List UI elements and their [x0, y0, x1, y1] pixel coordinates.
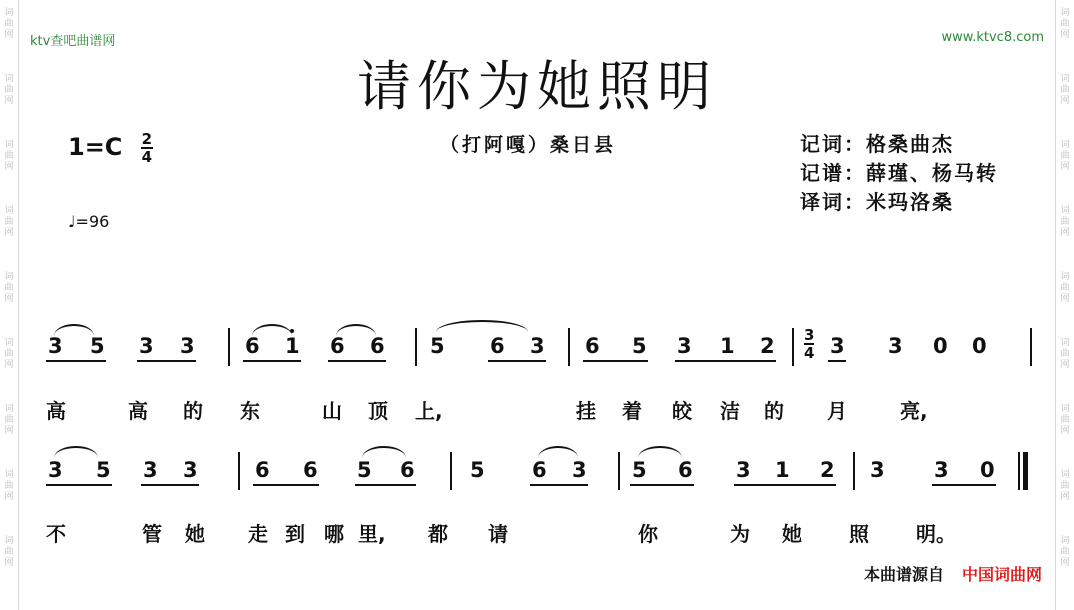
barline — [568, 328, 570, 366]
lyric-char: 明。 — [916, 522, 956, 546]
edge-watermark: 词 曲 网 — [4, 74, 14, 106]
credit-score-recorder: 记谱：薛瑾、杨马转 — [800, 161, 998, 185]
edge-watermark: 词 曲 网 — [4, 8, 14, 40]
lyric-char: 不 — [46, 522, 66, 546]
lyric-char: 高 — [46, 399, 66, 423]
edge-watermark: 词 曲 网 — [4, 470, 14, 502]
slur — [252, 324, 292, 336]
note: 5 — [430, 334, 445, 358]
eighth-beam — [530, 484, 588, 486]
lyric-char: 她 — [185, 522, 205, 546]
eighth-beam — [828, 360, 846, 362]
note: 1 — [285, 334, 300, 358]
eighth-beam — [488, 360, 546, 362]
note: 5 — [90, 334, 105, 358]
lyric-char: 东 — [240, 399, 260, 423]
note: 3 — [870, 458, 885, 482]
note: 5 — [632, 458, 647, 482]
note: 3 — [830, 334, 845, 358]
note: 6 — [330, 334, 345, 358]
slur — [336, 324, 376, 336]
barline — [228, 328, 230, 366]
lyric-char: 的 — [764, 399, 784, 423]
footer-text: 本曲谱源自 — [863, 565, 944, 584]
edge-watermark: 词 曲 网 — [4, 404, 14, 436]
note: 3 — [183, 458, 198, 482]
credit-lyrics-recorder: 记词：格桑曲杰 — [800, 132, 954, 156]
edge-watermark: 词 曲 网 — [1060, 470, 1070, 502]
eighth-beam — [46, 360, 106, 362]
edge-watermark: 词 曲 网 — [1060, 8, 1070, 40]
eighth-beam — [675, 360, 776, 362]
lyric-char: 她 — [782, 522, 802, 546]
edge-watermark: 词 曲 网 — [1060, 140, 1070, 172]
note: 6 — [245, 334, 260, 358]
note: 3 — [139, 334, 154, 358]
note: 6 — [255, 458, 270, 482]
note: 6 — [678, 458, 693, 482]
lyric-char: 照 — [849, 522, 869, 546]
lyric-char: 挂 — [576, 399, 596, 423]
lyric-char: 走 — [248, 522, 268, 546]
lyric-char: 月 — [827, 399, 847, 423]
eighth-beam — [46, 484, 112, 486]
note: 3 — [934, 458, 949, 482]
note: 0 — [980, 458, 995, 482]
barline — [238, 452, 240, 490]
eighth-beam — [734, 484, 836, 486]
barline — [450, 452, 452, 490]
key-label: 1=C — [68, 133, 123, 161]
lyric-char: 里, — [358, 522, 386, 546]
eighth-beam — [355, 484, 416, 486]
eighth-beam — [583, 360, 648, 362]
note: 6 — [532, 458, 547, 482]
edge-watermark: 词 曲 网 — [4, 206, 14, 238]
slur — [436, 320, 528, 332]
source-watermark-right: www.ktvc8.com — [941, 30, 1044, 45]
eighth-beam — [630, 484, 694, 486]
edge-watermark: 词 曲 网 — [1060, 536, 1070, 568]
lyric-char: 顶 — [368, 399, 388, 423]
song-title: 请你为她照明 — [357, 55, 717, 118]
lyric-char: 皎 — [672, 399, 692, 423]
lyric-char: 亮, — [900, 399, 928, 423]
lyric-char: 为 — [730, 522, 750, 546]
eighth-beam — [328, 360, 386, 362]
note: 5 — [357, 458, 372, 482]
slur — [362, 446, 406, 458]
lyric-char: 高 — [128, 399, 148, 423]
note: 2 — [760, 334, 775, 358]
eighth-beam — [932, 484, 996, 486]
time-change-bottom: 4 — [804, 344, 815, 362]
note: 5 — [96, 458, 111, 482]
note: 1 — [775, 458, 790, 482]
lyric-char: 山 — [322, 399, 342, 423]
note: 6 — [490, 334, 505, 358]
note: 3 — [48, 334, 63, 358]
barline — [415, 328, 417, 366]
notation-line-2 — [40, 444, 1040, 504]
edge-watermark: 词 曲 网 — [4, 140, 14, 172]
edge-watermark: 词 曲 网 — [4, 338, 14, 370]
notation-line-1 — [40, 320, 1040, 380]
note: 3 — [572, 458, 587, 482]
footer-site: 中国词曲网 — [961, 565, 1042, 584]
eighth-beam — [243, 360, 301, 362]
lyric-char: 洁 — [720, 399, 740, 423]
edge-watermark: 词 曲 网 — [4, 272, 14, 304]
key-signature — [68, 132, 153, 164]
edge-watermark: 词 曲 网 — [1060, 272, 1070, 304]
song-subtitle: （打阿嘎）桑日县 — [440, 134, 617, 156]
note: 3 — [143, 458, 158, 482]
eighth-beam — [137, 360, 196, 362]
footer-source — [864, 562, 1042, 585]
time-signature-bottom: 4 — [141, 148, 152, 166]
time-signature-change — [804, 328, 814, 360]
lyric-char: 的 — [183, 399, 203, 423]
note: 3 — [48, 458, 63, 482]
slur — [638, 446, 682, 458]
note: 1 — [720, 334, 735, 358]
note: 3 — [677, 334, 692, 358]
edge-watermark: 词 曲 网 — [4, 536, 14, 568]
note: 5 — [632, 334, 647, 358]
time-signature-top: 2 — [141, 130, 152, 148]
lyric-char: 着 — [622, 399, 642, 423]
slur — [538, 446, 578, 458]
eighth-beam — [141, 484, 199, 486]
note: 2 — [820, 458, 835, 482]
note: 6 — [370, 334, 385, 358]
note: 0 — [933, 334, 948, 358]
eighth-beam — [253, 484, 319, 486]
time-signature — [141, 132, 153, 164]
lyric-char: 上, — [415, 399, 443, 423]
edge-watermark: 词 曲 网 — [1060, 404, 1070, 436]
edge-watermark: 词 曲 网 — [1060, 74, 1070, 106]
barline — [1030, 328, 1032, 366]
note: 3 — [888, 334, 903, 358]
note: 3 — [736, 458, 751, 482]
lyric-char: 都 — [428, 522, 448, 546]
note: 3 — [530, 334, 545, 358]
source-watermark-left: ktv查吧曲谱网 — [30, 34, 116, 49]
credits-block — [800, 130, 998, 217]
time-change-top: 3 — [804, 326, 815, 344]
slur — [54, 446, 98, 458]
note: 6 — [400, 458, 415, 482]
lyric-char: 请 — [488, 522, 508, 546]
note: 0 — [972, 334, 987, 358]
note: 6 — [303, 458, 318, 482]
credit-translator: 译词：米玛洛桑 — [800, 190, 954, 214]
note: 5 — [470, 458, 485, 482]
lyric-char: 到 — [285, 522, 305, 546]
slur — [54, 324, 94, 336]
edge-watermark: 词 曲 网 — [1060, 338, 1070, 370]
tempo-marking: ♩=96 — [68, 212, 110, 231]
note: 3 — [180, 334, 195, 358]
barline — [792, 328, 794, 366]
note: 6 — [585, 334, 600, 358]
edge-watermark: 词 曲 网 — [1060, 206, 1070, 238]
barline — [618, 452, 620, 490]
barline — [853, 452, 855, 490]
lyric-char: 管 — [142, 522, 162, 546]
lyric-char: 你 — [638, 522, 658, 546]
lyric-char: 哪 — [324, 522, 344, 546]
